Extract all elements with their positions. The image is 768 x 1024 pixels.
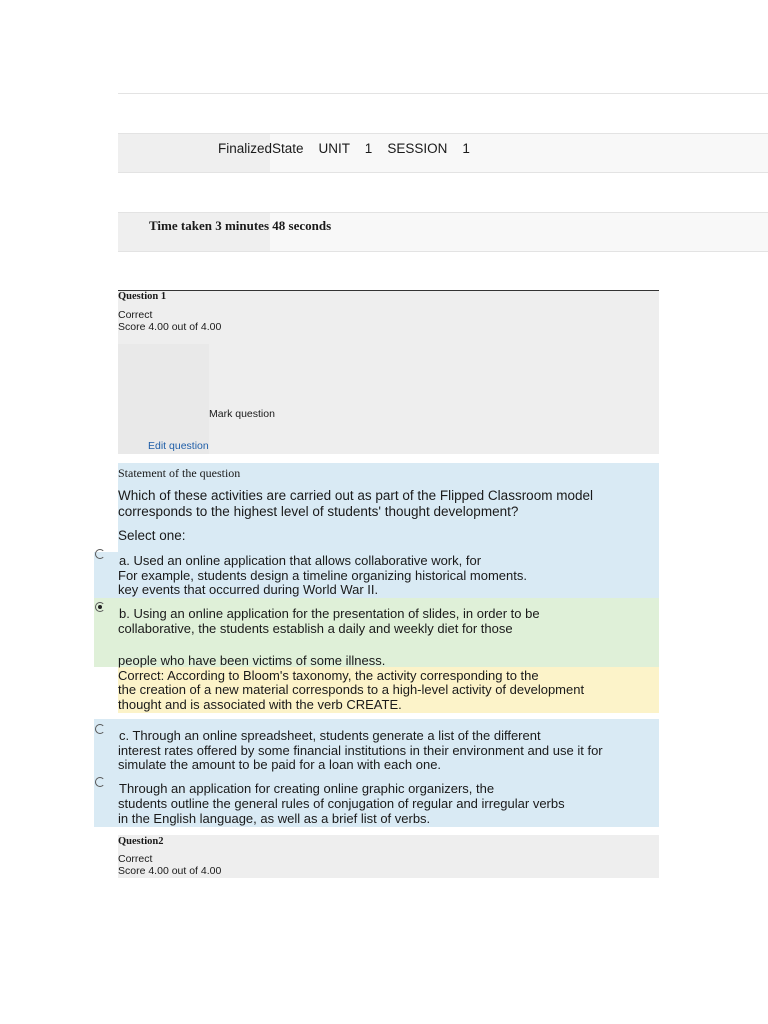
option-c-radio[interactable] [95, 724, 105, 734]
edit-question-link[interactable]: Edit question [148, 440, 209, 452]
option-a-radio[interactable] [95, 549, 105, 559]
option-c-line-1[interactable]: c. Through an online spreadsheet, students generate a list of the different [119, 728, 541, 743]
option-a-line-3[interactable]: key events that occurred during World War II. [118, 582, 379, 597]
feedback-line-1: Correct: According to Bloom's taxonomy, the activity corresponding to the [118, 668, 539, 683]
state-text: FinalizedState UNIT 1 SESSION 1 [218, 141, 470, 156]
question-title: Question 1 [118, 291, 167, 302]
feedback-line-3: thought and is associated with the verb CREATE. [118, 697, 402, 712]
time-taken: Time taken 3 minutes 48 seconds [149, 218, 332, 233]
option-d-line-2[interactable]: students outline the general rules of conjugation of regular and irregular verbs [118, 796, 565, 811]
top-divider [118, 93, 768, 94]
statement-heading: Statement of the question [118, 466, 241, 480]
option-c-line-2[interactable]: interest rates offered by some financial institutions in their environment and use it for [118, 743, 603, 758]
question-status: Correct [118, 853, 153, 865]
question-status: Correct [118, 309, 153, 321]
option-d-line-3[interactable]: in the English language, as well as a brief list of verbs. [118, 811, 431, 826]
question-title: Question2 [118, 836, 164, 847]
option-b-line-3[interactable]: people who have been victims of some illness. [118, 653, 386, 668]
option-d-line-1[interactable]: Through an application for creating online graphic organizers, the [119, 781, 495, 796]
option-d-radio[interactable] [95, 777, 105, 787]
question-score: Score 4.00 out of 4.00 [118, 321, 222, 333]
summary-state-row [118, 133, 768, 173]
option-b-line-2[interactable]: collaborative, the students establish a daily and weekly diet for those [118, 621, 513, 636]
option-a-line-2[interactable]: For example, students design a timeline organizing historical moments. [118, 568, 527, 583]
option-b-line-1[interactable]: b. Using an online application for the presentation of slides, in order to be [119, 606, 540, 621]
select-one-label: Select one: [118, 528, 186, 543]
question-text: Which of these activities are carried out as part of the Flipped Classroom model corresponds to the highest level of students' thought development? [118, 488, 593, 519]
question-2-info [118, 835, 659, 878]
option-a-line-1[interactable]: a. Used an online application that allows collaborative work, for [119, 553, 482, 568]
feedback-line-2: the creation of a new material corresponds to a high-level activity of development [118, 682, 585, 697]
summary-time-row [118, 212, 768, 252]
question-info-shade [118, 344, 209, 454]
mark-question-flag[interactable]: Mark question [209, 408, 275, 420]
question-score: Score 4.00 out of 4.00 [118, 865, 222, 877]
option-b-radio[interactable] [95, 602, 105, 612]
option-c-line-3[interactable]: simulate the amount to be paid for a loan with each one. [118, 757, 442, 772]
question-1-info [118, 290, 659, 454]
